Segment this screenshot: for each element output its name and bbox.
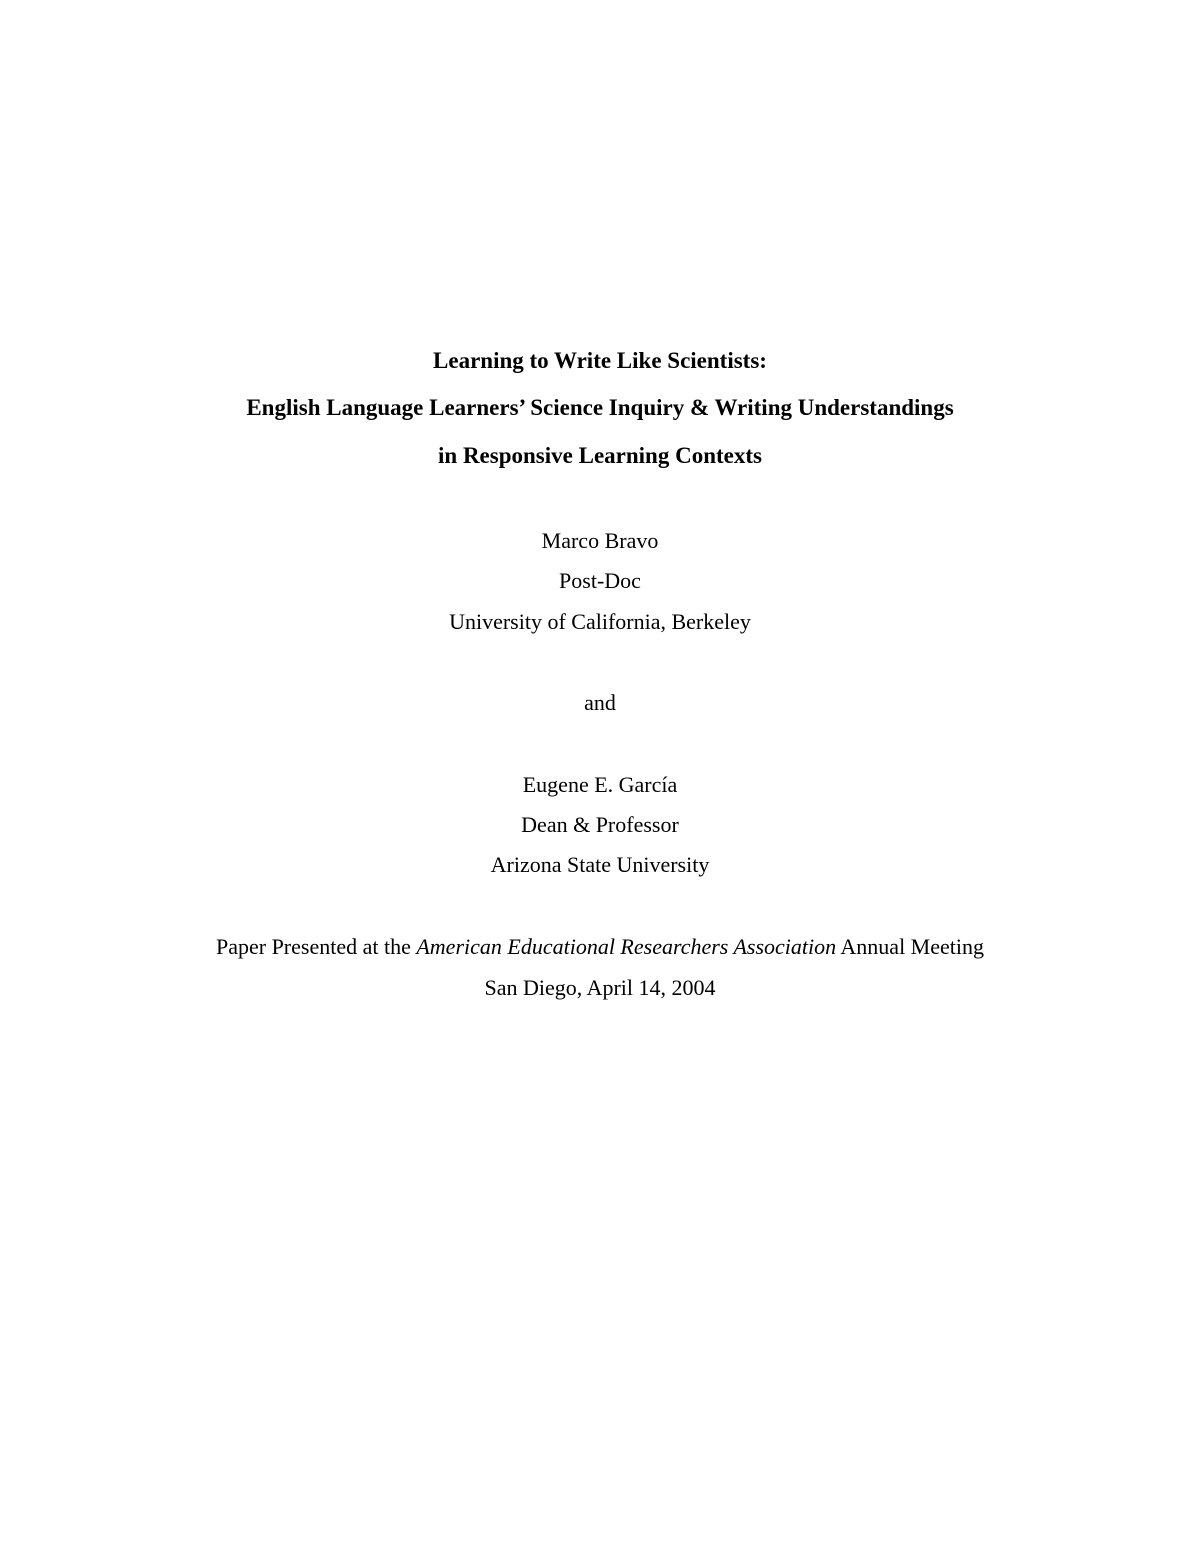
paper-title-line-2: English Language Learners’ Science Inquiry & Writing Understandings — [246, 395, 954, 420]
presentation-prefix: Paper Presented at the — [215, 934, 417, 959]
author-2-affiliation: Arizona State University — [490, 852, 710, 877]
author-1-name: Marco Bravo — [541, 528, 659, 553]
conference-organization: American Educational Researchers Association — [416, 934, 837, 959]
presentation-suffix: Annual Meeting — [836, 934, 984, 959]
paper-title-line-1: Learning to Write Like Scientists: — [433, 348, 767, 373]
paper-title-line-3: in Responsive Learning Contexts — [438, 443, 762, 468]
presentation-note — [0, 933, 1200, 961]
presentation-location-date: San Diego, April 14, 2004 — [484, 975, 716, 1000]
author-1-role: Post-Doc — [559, 568, 641, 593]
author-2-name: Eugene E. García — [522, 772, 678, 797]
author-1-affiliation: University of California, Berkeley — [449, 609, 751, 634]
author-2-role: Dean & Professor — [521, 812, 679, 837]
author-conjunction: and — [584, 690, 616, 715]
